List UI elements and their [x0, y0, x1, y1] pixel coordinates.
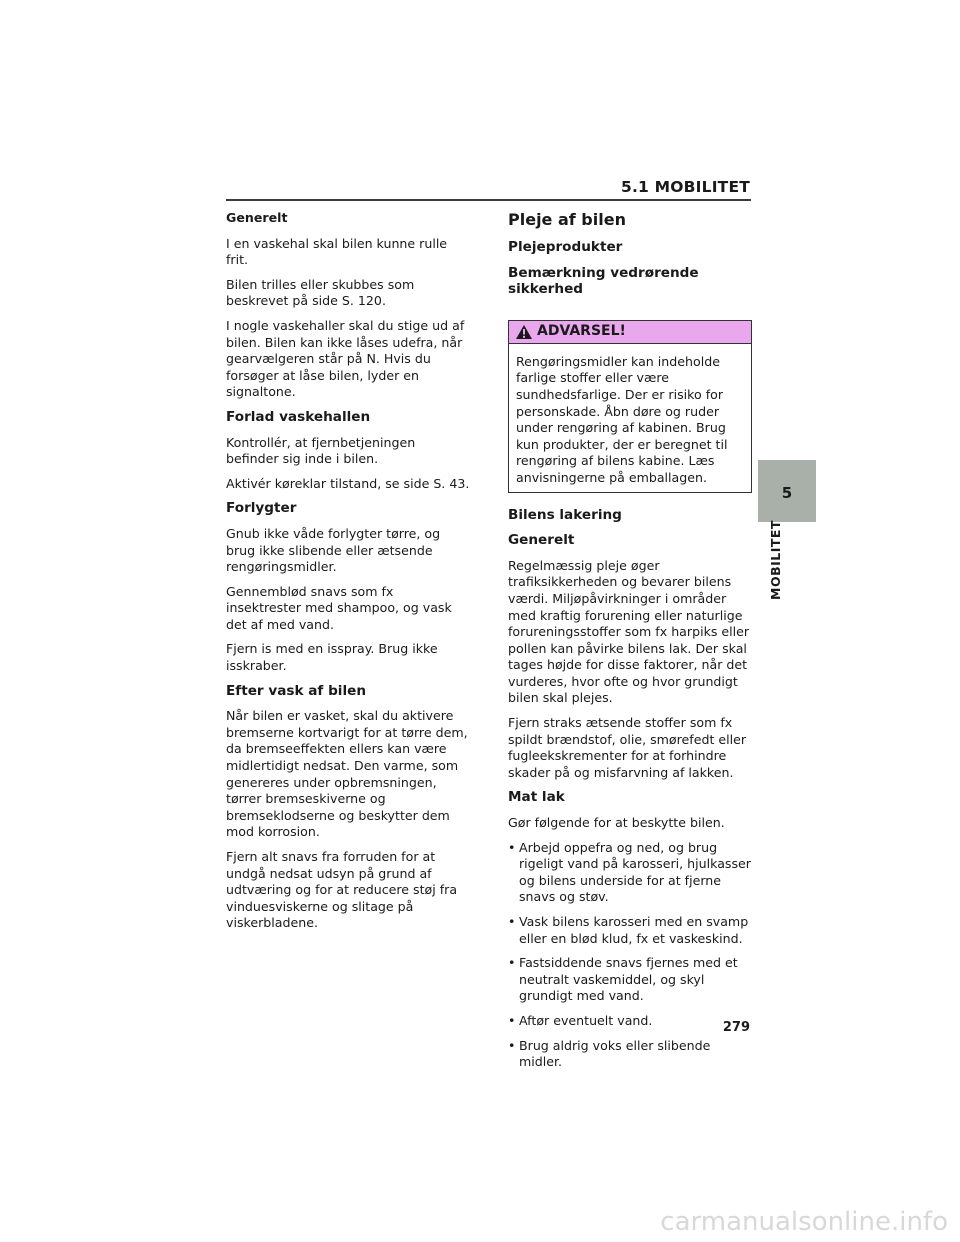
section-header-title: 5.1 MOBILITET [620, 178, 750, 196]
watermark: carmanualsonline.info [660, 1207, 948, 1237]
warning-label: ADVARSEL! [537, 323, 626, 340]
left-column [226, 210, 471, 940]
paragraph: I en vaskehal skal bilen kunne rulle frit. [226, 235, 448, 268]
paragraph: Gør følgende for at beskytte bilen. [508, 815, 725, 831]
page-number: 279 [722, 1020, 750, 1035]
efter-vask-heading: Efter vask af bilen [226, 682, 367, 699]
plejeprodukter-heading: Plejeprodukter [508, 239, 623, 255]
paragraph: Regelmæssig pleje øger trafiksikkerheden og bevarer bilens værdi. Miljøpåvirkninger i områder med kraftig forurening eller naturlige forureningsstoffer som fx harpiks eller pollen kan påvirke bilens lak. Der skal tages højde for disse faktorer, når det vurderes, hvor ofte og hvor grundigt bilen skal plejes. [508, 557, 750, 706]
warning-text: Rengøringsmidler kan indeholde farlige stoffer eller være sundhedsfarlige. Der er risiko for personskade. Åbn døre og ruder under rengøring af kabinen. Brug kun produkter, der er beregnet til rengøring af bilens kabine. Læs anvisningerne på emballagen. [516, 353, 728, 485]
generelt-heading: Generelt [226, 210, 288, 225]
list-item: • Aftør eventuelt vand. [508, 1012, 653, 1028]
paragraph: Aktivér køreklar tilstand, se side S. 43. [226, 475, 470, 491]
right-column [508, 210, 752, 1079]
paragraph: I nogle vaskehaller skal du stige ud af bilen. Bilen kan ikke låses udefra, når gearvælgeren står på N. Hvis du forsøger at låse bilen, lyder en signaltone. [226, 317, 465, 400]
forlygter-heading: Forlygter [226, 500, 297, 517]
list-item: • Vask bilens karosseri med en svamp eller en blød klud, fx et vaskeskind. [508, 914, 749, 946]
forlad-vaskehallen-heading: Forlad vaskehallen [226, 408, 371, 425]
paragraph: Gnub ikke våde forlygter tørre, og brug ikke slibende eller ætsende rengøringsmidler. [226, 525, 441, 575]
bilens-lakering-heading: Bilens lakering [508, 506, 622, 523]
warning-header [509, 321, 751, 344]
chapter-side-label: MOBILITET [768, 520, 783, 600]
paragraph: Fjern is med en isspray. Brug ikke isskraber. [226, 641, 438, 674]
paragraph: Fjern alt snavs fra forruden for at undgå nedsat udsyn på grund af udtværing og for at reducere støj fra vinduesviskerne og slitage på viskerbladene. [226, 849, 458, 931]
care-steps-list [508, 840, 752, 1071]
list-item: • Fastsiddende snavs fjernes med et neutralt vaskemiddel, og skyl grundigt med vand. [508, 955, 738, 1004]
list-item: • Brug aldrig voks eller slibende midler. [508, 1037, 711, 1070]
warning-triangle-icon [515, 324, 533, 340]
generelt-subheading: Generelt [508, 532, 575, 549]
paragraph: Bilen trilles eller skubbes som beskrevet på side S. 120. [226, 276, 415, 309]
paragraph: Når bilen er vasket, skal du aktivere bremserne kortvarigt for at tørre dem, da bremseeffekten ellers kan være midlertidigt nedsat. Den varme, som genereres under opbremsningen, tørrer bremseskiverne og bremseklodserne og beskytter dem mod korrosion. [226, 708, 468, 840]
warning-box [508, 320, 752, 493]
pleje-af-bilen-title: Pleje af bilen [508, 210, 626, 229]
chapter-number: 5 [781, 484, 793, 502]
paragraph: Kontrollér, at fjernbetjeningen befinder sig inde i bilen. [226, 434, 416, 467]
list-item: • Arbejd oppefra og ned, og brug rigeligt vand på karosseri, hjulkasser og bilens underside for at fjerne snavs og støv. [508, 839, 751, 905]
mat-lak-heading: Mat lak [508, 789, 565, 806]
sikkerhed-heading: Bemærkning vedrørende sikkerhed [508, 264, 699, 298]
paragraph: Gennemblød snavs som fx insektrester med shampoo, og vask det af med vand. [226, 583, 452, 632]
paragraph: Fjern straks ætsende stoffer som fx spildt brændstof, olie, smørefedt eller fugleekskrementer for at forhindre skader på og misfarvning af lakken. [508, 715, 747, 780]
header-divider [226, 199, 751, 201]
